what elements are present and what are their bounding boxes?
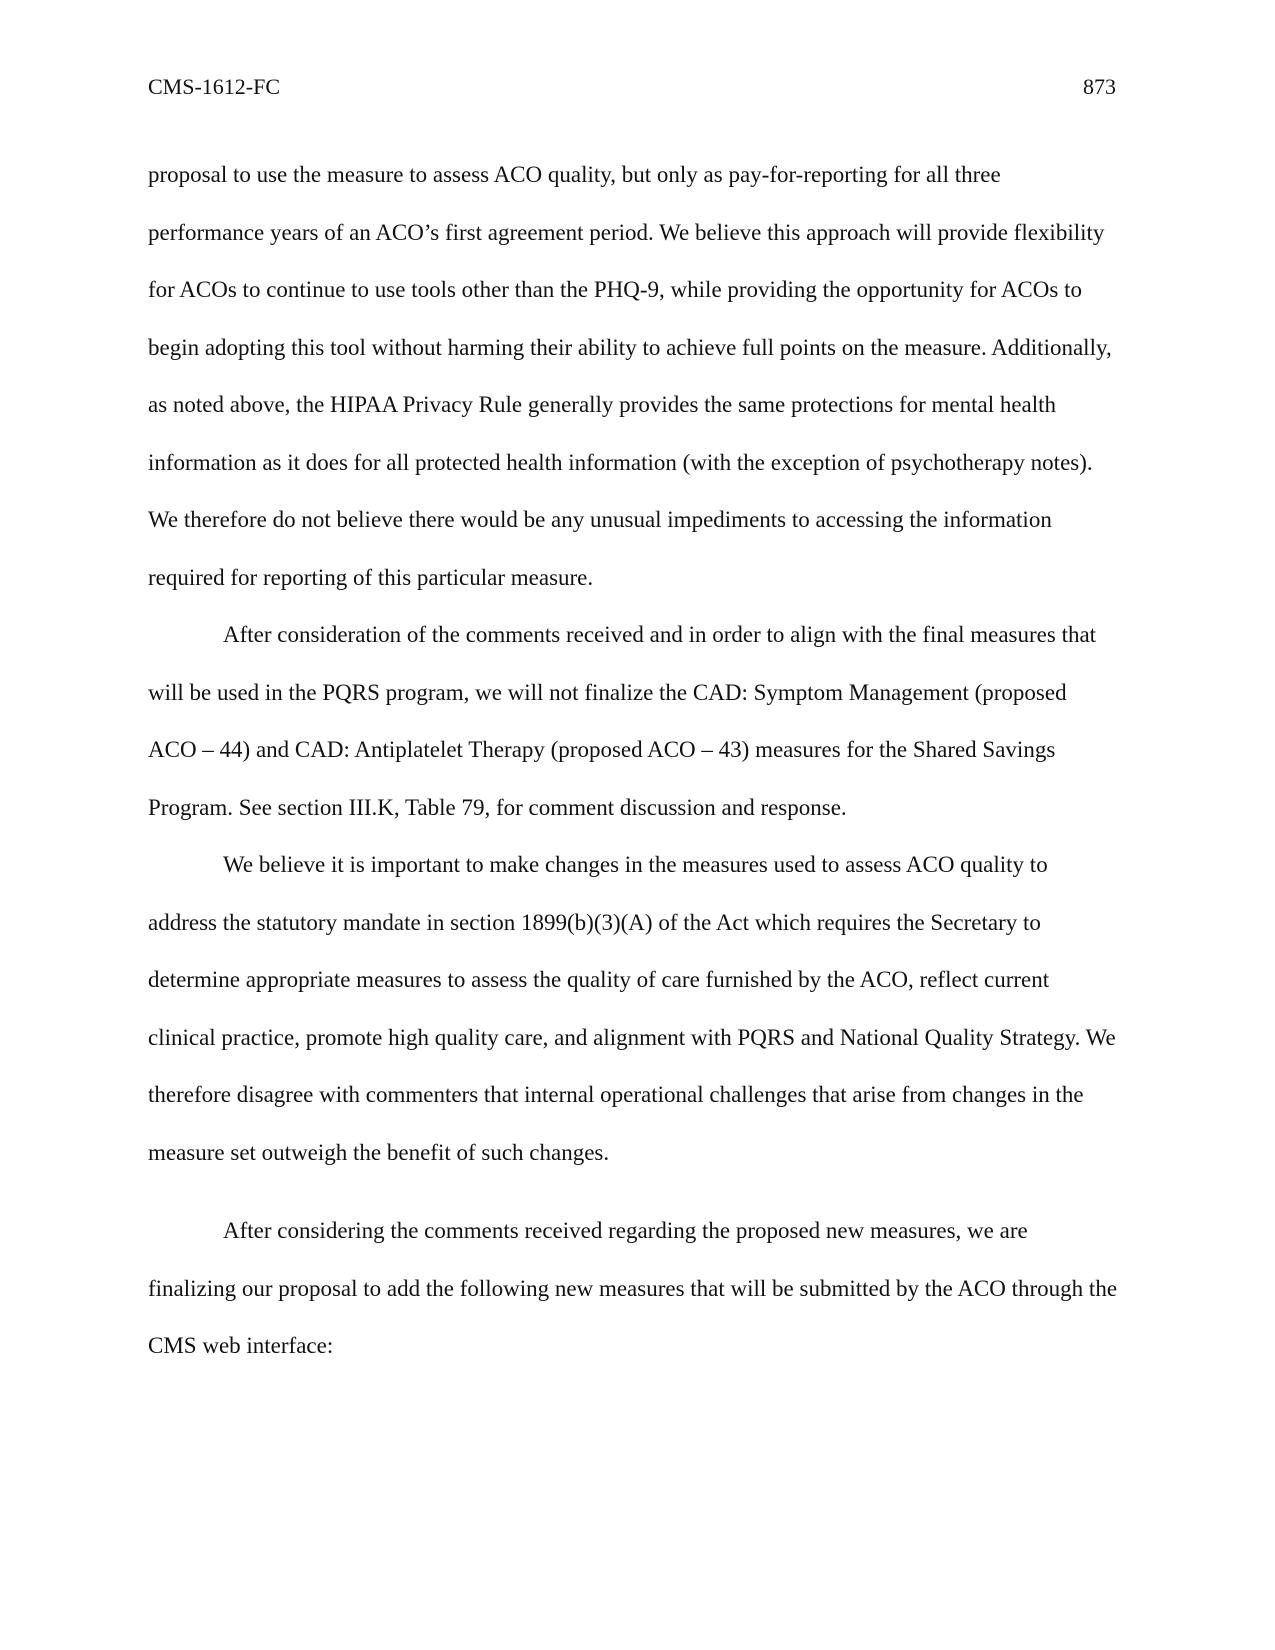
page-header	[148, 72, 1116, 102]
paragraph-continuation: proposal to use the measure to assess ACO quality, but only as pay-for-reporting for all three performance years of an ACO’s first agreement period. We believe this approach will provide flexibility for ACOs to continue to use tools other than the PHQ-9, while providing the opportunity for ACOs to begin adopting this tool without harming their ability to achieve full points on the measure. Additionally, as noted above, the HIPAA Privacy Rule generally provides the same protections for mental health information as it does for all protected health information (with the exception of psychotherapy notes). We therefore do not believe there would be any unusual impediments to accessing the information required for reporting of this particular measure.	[148, 162, 1112, 590]
paragraph-new-measures: After considering the comments received regarding the proposed new measures, we are finalizing our proposal to add the following new measures that will be submitted by the ACO through the CMS web interface:	[148, 1218, 1118, 1358]
document-id: CMS-1612-FC	[148, 74, 281, 99]
paragraph-statutory-mandate: We believe it is important to make changes in the measures used to assess ACO quality to address the statutory mandate in section 1899(b)(3)(A) of the Act which requires the Secretary to determine appropriate measures to assess the quality of care furnished by the ACO, reflect current clinical practice, promote high quality care, and alignment with PQRS and National Quality Strategy. We therefore disagree with commenters that internal operational challenges that arise from changes in the measure set outweigh the benefit of such changes.	[148, 852, 1116, 1165]
body-text	[148, 146, 1118, 1375]
paragraph-cad-measures: After consideration of the comments received and in order to align with the final measures that will be used in the PQRS program, we will not finalize the CAD: Symptom Management (proposed ACO – 44) and CAD: Antiplatelet Therapy (proposed ACO – 43) measures for the Shared Savings Program. See section III.K, Table 79, for comment discussion and response.	[148, 622, 1097, 820]
page-number: 873	[1083, 74, 1116, 99]
